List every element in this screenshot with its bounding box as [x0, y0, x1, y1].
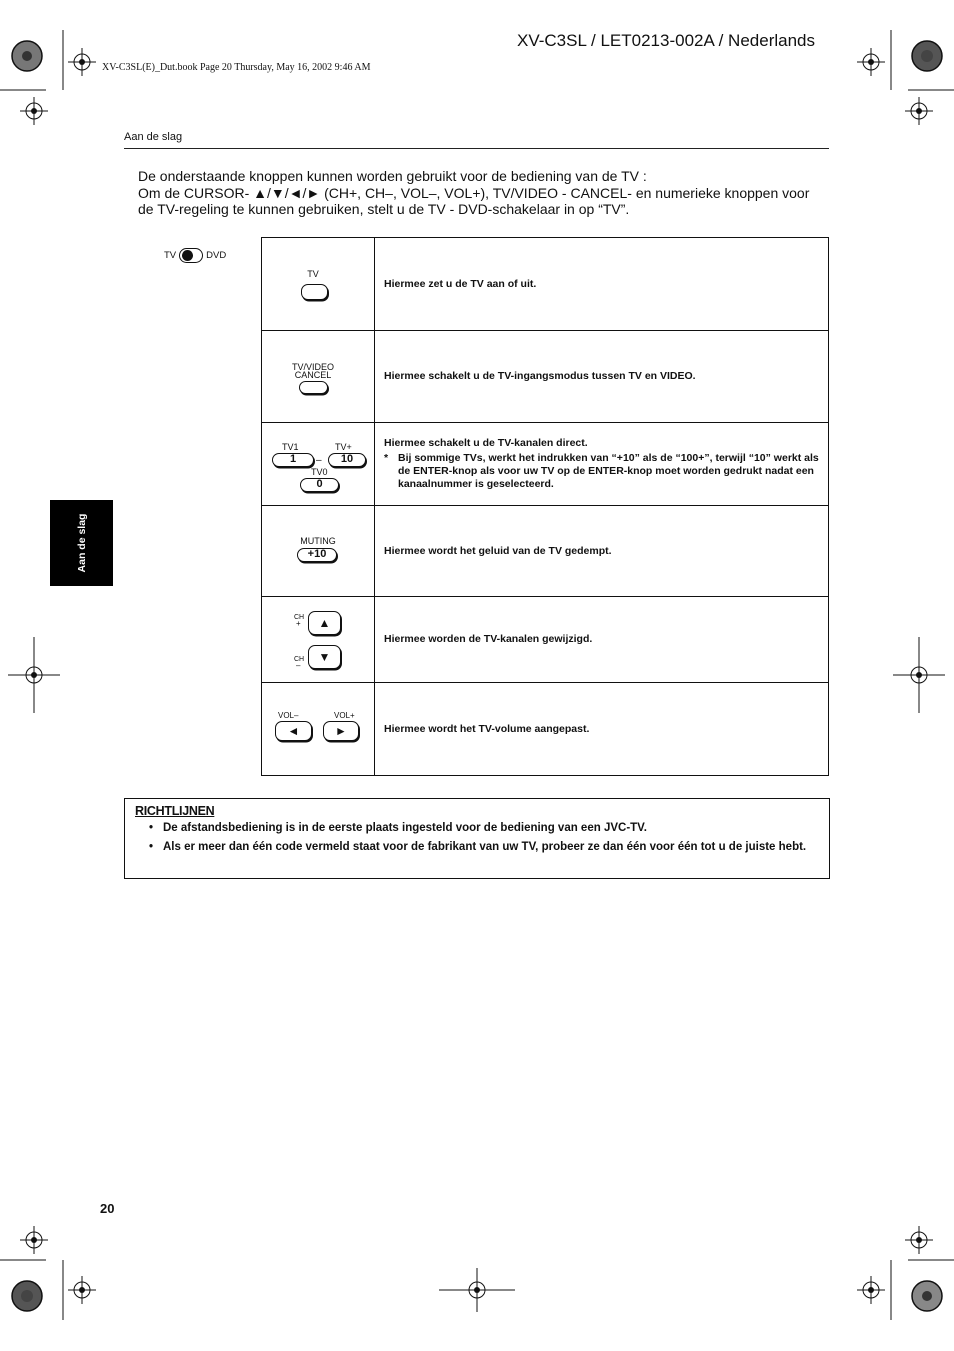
guidelines-title: RICHTLIJNEN — [135, 804, 215, 818]
intro-text — [138, 168, 828, 218]
tv-dvd-switch — [164, 248, 226, 263]
row-description: Hiermee schakelt u de TV-ingangsmodus tussen TV en VIDEO. — [375, 331, 829, 423]
row-description: Hiermee zet u de TV aan of uit. — [375, 238, 829, 331]
vol-plus-label: VOL+ — [334, 711, 355, 720]
table-row — [262, 597, 829, 683]
row-description: Hiermee worden de TV-kanalen gewijzigd. — [375, 597, 829, 683]
volume-buttons-cell — [262, 683, 375, 776]
number-1-button-icon: 1 — [272, 453, 314, 467]
ch-down-button-icon: ▼ — [308, 645, 341, 669]
row-description: Hiermee wordt het geluid van de TV gedempt. — [375, 506, 829, 597]
ch-plus-label-2: + — [296, 619, 301, 628]
ch-plus-label-1: CH — [294, 614, 305, 621]
table-row — [262, 423, 829, 506]
tvvideo-button-cell — [262, 331, 375, 423]
switch-label-tv: TV — [164, 250, 177, 261]
button-function-table — [261, 237, 829, 776]
intro-line-2: Om de CURSOR- ▲/▼/◄/► (CH+, CH–, VOL–, VOL+), TV/VIDEO - CANCEL- en numerieke knoppen voor de TV-regeling te kunnen gebruiken, stelt u de TV - DVD-schakelaar in op “TV”. — [138, 184, 810, 217]
number-0-button-icon: 0 — [300, 478, 339, 492]
guidelines-list — [149, 820, 817, 858]
header-rule — [124, 148, 829, 149]
page-number: 20 — [100, 1201, 115, 1216]
vol-right-button-icon: ► — [323, 721, 359, 741]
book-info-line: XV-C3SL(E)_Dut.book Page 20 Thursday, May 16, 2002 9:46 AM — [102, 62, 371, 73]
section-label: Aan de slag — [124, 131, 183, 143]
list-item: • Als er meer dan één code vermeld staat voor de fabrikant van uw TV, probeer ze dan één voor één tot u de juiste hebt. — [149, 839, 817, 856]
ch-minus-label-2: – — [296, 661, 301, 670]
tvvideo-label-1: TV/VIDEO — [291, 362, 334, 372]
tv-button-cell — [262, 238, 375, 331]
document-title: XV-C3SL / LET0213-002A / Nederlands — [517, 31, 815, 50]
side-chapter-tab — [50, 500, 113, 586]
range-dash: – — [316, 455, 322, 466]
tv-button-label: TV — [307, 269, 319, 279]
switch-label-dvd: DVD — [206, 250, 227, 261]
plus10-button-icon: +10 — [297, 548, 337, 562]
tvvideo-label-2: CANCEL — [294, 370, 332, 380]
vol-left-button-icon: ◄ — [275, 721, 312, 741]
vol-minus-label: VOL– — [278, 711, 299, 720]
row-description-main: Hiermee schakelt u de TV-kanalen direct. — [384, 437, 588, 449]
number-10-button-icon: 10 — [328, 453, 366, 467]
tv1-label: TV1 — [282, 442, 299, 452]
intro-line-1: De onderstaande knoppen kunnen worden gebruikt voor de bediening van de TV : — [138, 168, 647, 184]
tvvideo-cancel-button-icon — [299, 381, 328, 394]
number-buttons-cell — [262, 423, 375, 506]
tv-power-button-icon — [301, 284, 328, 300]
footnote-mark: * — [384, 452, 389, 464]
row-description — [375, 423, 829, 506]
side-tab-label: Aan de slag — [75, 513, 88, 573]
muting-label: MUTING — [300, 536, 336, 546]
muting-button-cell — [262, 506, 375, 597]
table-row — [262, 238, 829, 331]
table-row — [262, 683, 829, 776]
ch-up-button-icon: ▲ — [308, 611, 341, 635]
guidelines-box — [124, 798, 830, 879]
row-footnote — [384, 452, 819, 491]
row-description: Hiermee wordt het TV-volume aangepast. — [375, 683, 829, 776]
list-item: • De afstandsbediening is in de eerste plaats ingesteld voor de bediening van een JVC-TV. — [149, 820, 817, 837]
switch-slider-icon — [179, 248, 203, 263]
tv0-label: TV0 — [311, 467, 328, 477]
table-row — [262, 506, 829, 597]
table-row — [262, 331, 829, 423]
footnote-text: Bij sommige TVs, werkt het indrukken van “+10” als de “100+”, terwijl “10” werkt als de ENTER-knop als voor uw TV op de ENTER-knop moet worden gedrukt nadat een kanaalnummer is geselecteerd. — [398, 452, 819, 490]
ch-minus-label-1: CH — [294, 656, 305, 663]
channel-buttons-cell — [262, 597, 375, 683]
tvplus-label: TV+ — [335, 442, 352, 452]
